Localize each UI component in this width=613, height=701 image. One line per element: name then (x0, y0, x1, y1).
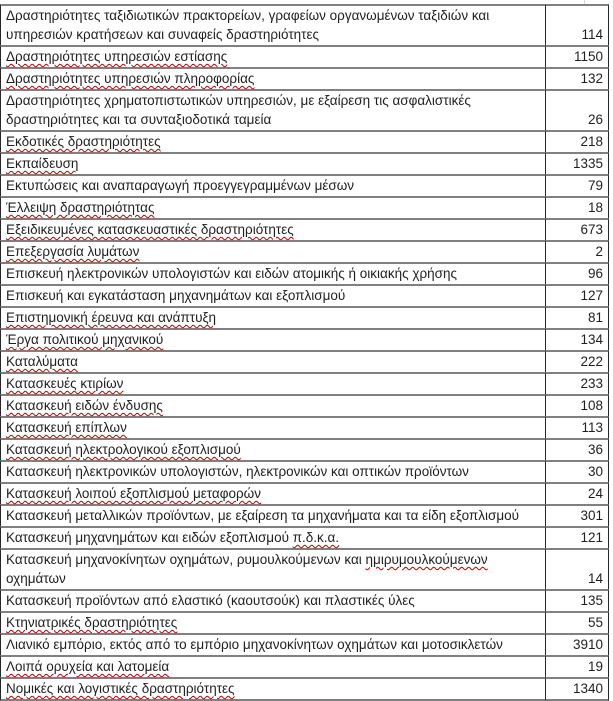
table-row (0, 284, 609, 306)
activity-cell[interactable] (0, 526, 546, 548)
value-cell[interactable]: 1150 (546, 45, 609, 67)
value-cell[interactable]: 55 (546, 611, 609, 633)
activity-cell[interactable] (0, 67, 546, 89)
activity-label: Κατασκευές κτιρίων (6, 376, 124, 391)
activity-cell[interactable] (0, 130, 546, 152)
activity-cell[interactable] (0, 438, 546, 460)
activity-label: Λιανικό εμπόριο, εκτός από το εμπόριο μηχανοκίνητων οχημάτων και μοτοσικλετών (6, 637, 503, 652)
value-cell[interactable]: 132 (546, 67, 609, 89)
table-row (0, 262, 609, 284)
activity-cell[interactable] (0, 174, 546, 196)
activity-label: Δραστηριότητες υπηρεσιών εστίασης (6, 49, 228, 64)
value-cell[interactable]: 1335 (546, 152, 609, 174)
table-row (0, 240, 609, 262)
activity-cell[interactable] (0, 89, 546, 130)
activity-cell[interactable] (0, 350, 546, 372)
activity-label: Επεξεργασία λυμάτων (6, 244, 140, 259)
activity-cell[interactable] (0, 482, 546, 504)
activity-cell[interactable] (0, 45, 546, 67)
activity-label: Εκπαίδευση (6, 156, 79, 171)
value-cell[interactable]: 30 (546, 460, 609, 482)
table-row (0, 504, 609, 526)
value-cell[interactable]: 134 (546, 328, 609, 350)
value-cell[interactable]: 135 (546, 589, 609, 611)
activity-label: Έργα πολιτικού μηχανικού (6, 332, 164, 347)
activity-cell[interactable] (0, 306, 546, 328)
table-row (0, 372, 609, 394)
table-row (0, 633, 609, 655)
activity-cell[interactable] (0, 196, 546, 218)
table-row (0, 130, 609, 152)
activity-cell[interactable] (0, 677, 546, 701)
activity-cell[interactable] (0, 240, 546, 262)
activity-label: Λοιπά ορυχεία και λατομεία (6, 659, 170, 674)
activity-label: οχημάτων (6, 571, 66, 586)
activity-label: Εξειδικευμένες κατασκευαστικές δραστηριότητες (6, 222, 294, 237)
activity-label: ημιρυμουλκούμενων (365, 552, 488, 567)
activity-label: Κατασκευή ηλεκτρονικών υπολογιστών, ηλεκτρονικών και οπτικών προϊόντων (6, 464, 469, 479)
activity-cell[interactable] (0, 548, 546, 589)
value-cell[interactable]: 24 (546, 482, 609, 504)
activity-cell[interactable] (0, 4, 546, 45)
table-row (0, 589, 609, 611)
activity-cell[interactable] (0, 394, 546, 416)
value-cell[interactable]: 96 (546, 262, 609, 284)
activity-cell[interactable] (0, 589, 546, 611)
value-cell[interactable]: 127 (546, 284, 609, 306)
activities-table-body (0, 4, 609, 701)
activity-label: Δραστηριότητες χρηματοπιστωτικών υπηρεσιών, με εξαίρεση τις ασφαλιστικές δραστηριότητες και τα συνταξιοδοτικά ταμεία (6, 93, 471, 127)
activity-label: Κατασκευή ηλεκτρολογικού εξοπλισμού (6, 442, 241, 457)
table-row (0, 350, 609, 372)
activity-label: Κτηνιατρικές δραστηριότητες (6, 615, 178, 630)
activity-label: Κατασκευή επίπλων (6, 420, 127, 435)
value-cell[interactable]: 19 (546, 655, 609, 677)
value-cell[interactable]: 233 (546, 372, 609, 394)
activity-cell[interactable] (0, 372, 546, 394)
activity-label: Επιστημονική έρευνα και ανάπτυξη (6, 310, 217, 325)
activity-label: Νομικές και λογιστικές δραστηριότητες (6, 681, 235, 696)
table-row (0, 174, 609, 196)
value-cell[interactable]: 26 (546, 89, 609, 130)
activity-cell[interactable] (0, 284, 546, 306)
activity-label: Κατασκευή μηχανημάτων και ειδών εξοπλισμού (6, 530, 293, 545)
value-cell[interactable]: 36 (546, 438, 609, 460)
activity-label: Έλλειψη δραστηριότητας (6, 200, 155, 215)
table-row (0, 45, 609, 67)
activity-label: Εκτυπώσεις και αναπαραγωγή προεγγεγραμμένων μέσων (6, 178, 355, 193)
table-row (0, 611, 609, 633)
activity-cell[interactable] (0, 611, 546, 633)
activity-label: Επισκευή και εγκατάσταση μηχανημάτων και εξοπλισμού (6, 288, 346, 303)
activity-label: Επισκευή ηλεκτρονικών υπολογιστών και ειδών ατομικής ή οικιακής χρήσης (6, 266, 457, 281)
activity-cell[interactable] (0, 262, 546, 284)
activity-cell[interactable] (0, 328, 546, 350)
activity-label: Κατασκευή μεταλλικών προϊόντων, με εξαίρεση τα μηχανήματα και τα είδη εξοπλισμού (6, 508, 519, 523)
table-row (0, 89, 609, 130)
activity-label: Κατασκευή λοιπού εξοπλισμού μεταφορών (6, 486, 261, 501)
value-cell[interactable]: 222 (546, 350, 609, 372)
activity-label: π.δ.κ.α. (292, 530, 340, 545)
value-cell[interactable]: 114 (546, 4, 609, 45)
table-row (0, 677, 609, 701)
value-cell[interactable]: 218 (546, 130, 609, 152)
activity-label: Δραστηριότητες ταξιδιωτικών πρακτορείων, γραφείων οργανωμένων ταξιδιών και υπηρεσιών κρατήσεων και συναφείς δραστηριότητες (6, 8, 490, 42)
table-row (0, 438, 609, 460)
activity-label: Κατασκευή ειδών ένδυσης (6, 398, 163, 413)
activity-cell[interactable] (0, 460, 546, 482)
activity-cell[interactable] (0, 633, 546, 655)
table-row (0, 67, 609, 89)
table-row (0, 152, 609, 174)
table-row (0, 526, 609, 548)
value-cell[interactable]: 18 (546, 196, 609, 218)
value-cell[interactable]: 14 (546, 548, 609, 589)
table-row (0, 394, 609, 416)
value-cell[interactable]: 108 (546, 394, 609, 416)
value-cell[interactable]: 81 (546, 306, 609, 328)
value-cell[interactable]: 113 (546, 416, 609, 438)
table-row (0, 218, 609, 240)
activities-table (0, 4, 609, 701)
value-cell[interactable]: 121 (546, 526, 609, 548)
activity-label: Καταλύματα (6, 354, 78, 369)
value-cell[interactable]: 1340 (546, 677, 609, 701)
value-cell[interactable]: 673 (546, 218, 609, 240)
table-row (0, 548, 609, 589)
table-row (0, 416, 609, 438)
activity-label: Δραστηριότητες υπηρεσιών πληροφορίας (6, 71, 255, 86)
activity-cell[interactable] (0, 152, 546, 174)
value-cell[interactable]: 301 (546, 504, 609, 526)
table-row (0, 4, 609, 45)
activity-cell[interactable] (0, 655, 546, 677)
table-row (0, 196, 609, 218)
table-row (0, 328, 609, 350)
value-cell[interactable]: 79 (546, 174, 609, 196)
table-row (0, 460, 609, 482)
value-cell[interactable]: 3910 (546, 633, 609, 655)
table-row (0, 482, 609, 504)
activity-label: Εκδοτικές δραστηριότητες (6, 134, 161, 149)
table-row (0, 306, 609, 328)
activity-label: Κατασκευή μηχανοκίνητων οχημάτων, ρυμουλκούμενων και (6, 552, 366, 567)
value-cell[interactable]: 2 (546, 240, 609, 262)
table-row (0, 655, 609, 677)
activity-cell[interactable] (0, 416, 546, 438)
activity-cell[interactable] (0, 218, 546, 240)
activity-cell[interactable] (0, 504, 546, 526)
activity-label: Κατασκευή προϊόντων από ελαστικό (καουτσούκ) και πλαστικές ύλες (6, 593, 415, 608)
